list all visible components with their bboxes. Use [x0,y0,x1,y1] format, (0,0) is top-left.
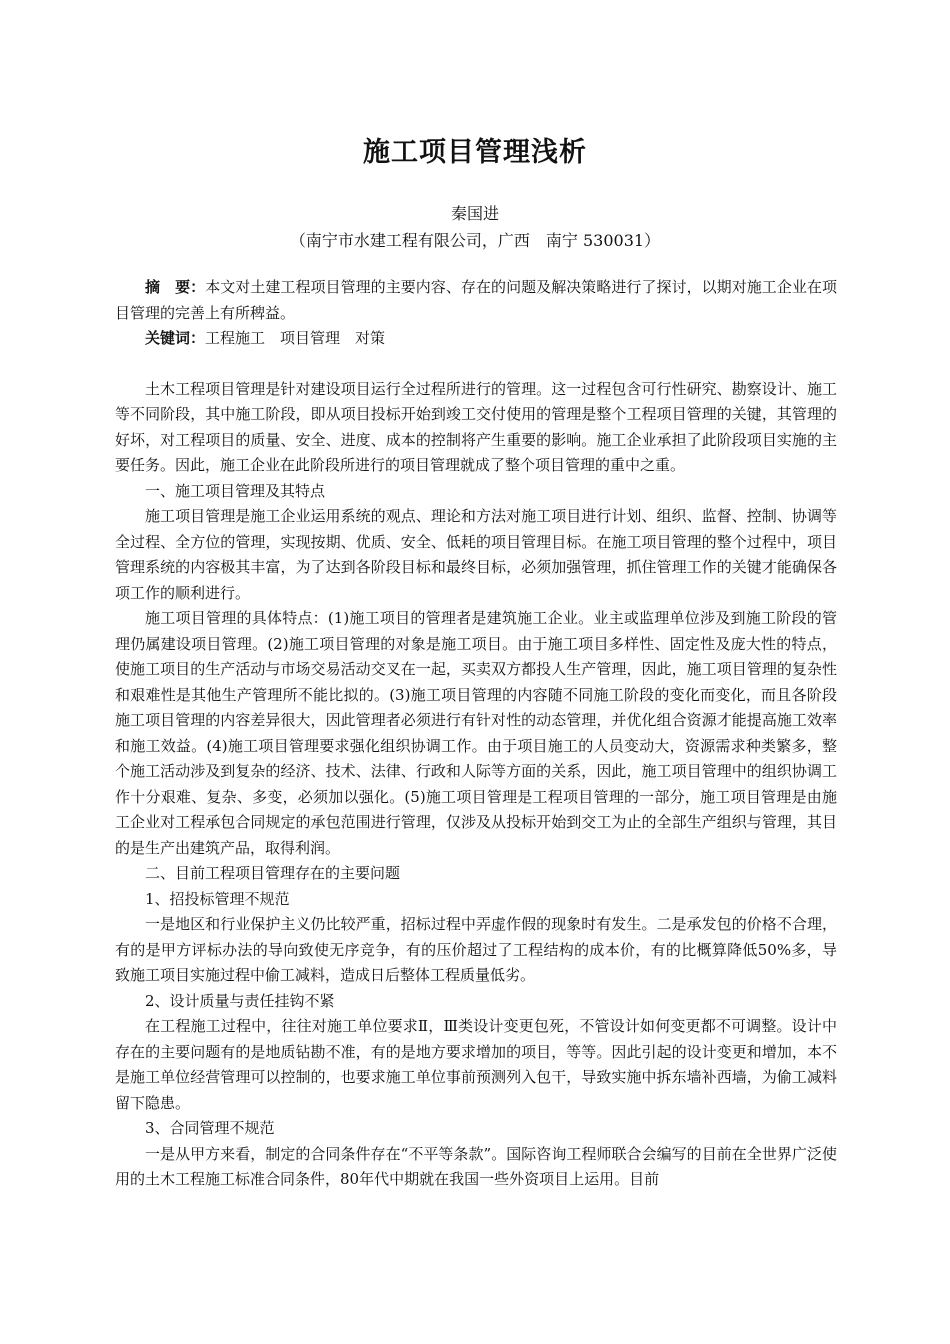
section-heading: 一、施工项目管理及其特点 [145,481,326,500]
abstract [115,275,837,326]
body-paragraph: 一是地区和行业保护主义仍比较严重，招标过程中弄虚作假的现象时有发生。二是承发包的价格不合理，有的是甲方评标办法的导向致使无序竞争，有的压价超过了工程结构的成本价，有的比概算降低50%多，导致施工项目实施过程中偷工减料，造成日后整体工程质量低劣。 [115,915,837,984]
author-name: 秦国进 [450,204,499,223]
body-paragraph: 在工程施工过程中，往往对施工单位要求Ⅱ，Ⅲ类设计变更包死，不管设计如何变更都不可调整。设计中存在的主要问题有的是地质钻勘不准，有的是地方要求增加的项目，等等。因此引起的设计变更和增加，本不是施工单位经营管理可以控制的，也要求施工单位事前预测列入包干，导致实施中拆东墙补西墙，为偷工减料留下隐患。 [115,1017,837,1112]
body-paragraph: 土木工程项目管理是针对建设项目运行全过程所进行的管理。这一过程包含可行性研究、勘察设计、施工等不同阶段，其中施工阶段，即从项目投标开始到竣工交付使用的管理是整个工程项目管理的关键，其管理的好坏，对工程项目的质量、安全、进度、成本的控制将产生重要的影响。施工企业承担了此阶段项目实施的主要任务。因此，施工企业在此阶段所进行的项目管理就成了整个项目管理的重中之重。 [115,379,837,474]
subsection-heading: 1、招投标管理不规范 [145,889,290,908]
subsection-heading: 2、设计质量与责任挂钩不紧 [145,991,335,1010]
spacer [115,352,837,377]
subsection-heading: 3、合同管理不规范 [145,1119,275,1137]
author-affiliation: （南宁市水建工程有限公司，广西 南宁 530031） [289,231,661,250]
body-paragraph: 施工项目管理的具体特点：(1)施工项目的管理者是建筑施工企业。业主或监理单位涉及到施工阶段的管理仍属建设项目管理。(2)施工项目管理的对象是施工项目。由于施工项目多样性、固定性及庞大性的特点，使施工项目的生产活动与市场交易活动交叉在一起，买卖双方都投人生产管理，因此，施工项目管理的复杂性和艰难性是其他生产管理所不能比拟的。(3)施工项目管理的内容随不同施工阶段的变化而变化，而且各阶段施工项目管理的内容差异很大，因此管理者必须进行有针对性的动态管理，并优化组合资源才能提高施工效率和施工效益。(4)施工项目管理要求强化组织协调工作。由于项目施工的人员变动大，资源需求种类繁多，整个施工活动涉及到复杂的经济、技术、法律、行政和人际等方面的关系，因此，施工项目管理中的组织协调工作十分艰难、复杂、多变，必须加以强化。(5)施工项目管理是工程项目管理的一部分，施工项目管理是由施工企业对工程承包合同规定的承包范围进行管理，仅涉及从投标开始到交工为止的全部生产组织与管理，其目的是生产出建筑产品，取得利润。 [115,609,837,857]
keywords-text: 工程施工 项目管理 对策 [205,329,386,347]
keywords-label: 关键词： [145,329,206,347]
body-paragraph: 施工项目管理是施工企业运用系统的观点、理论和方法对施工项目进行计划、组织、监督、控制、协调等全过程、全方位的管理，实现按期、优质、安全、低耗的项目管理目标。在施工项目管理的整个过程中，项目管理系统的内容极其丰富，为了达到各阶段目标和最终目标，必须加强管理，抓住管理工作的关键才能确保各项工作的顺利进行。 [115,507,837,602]
paper-content [115,275,837,1193]
body-paragraph: 一是从甲方来看，制定的合同条件存在“不平等条款”。国际咨询工程师联合会编写的目前在全世界广泛使用的土木工程施工标准合同条件，80年代中期就在我国一些外资项目上运用。目前 [115,1144,837,1188]
abstract-label: 摘 要： [145,278,206,296]
abstract-text: 本文对土建工程项目管理的主要内容、存在的问题及解决策略进行了探讨，以期对施工企业在项目管理的完善上有所稗益。 [115,278,837,322]
paper-title: 施工项目管理浅析 [363,137,587,168]
section-heading: 二、目前工程项目管理存在的主要问题 [145,864,401,882]
keywords [115,326,837,352]
